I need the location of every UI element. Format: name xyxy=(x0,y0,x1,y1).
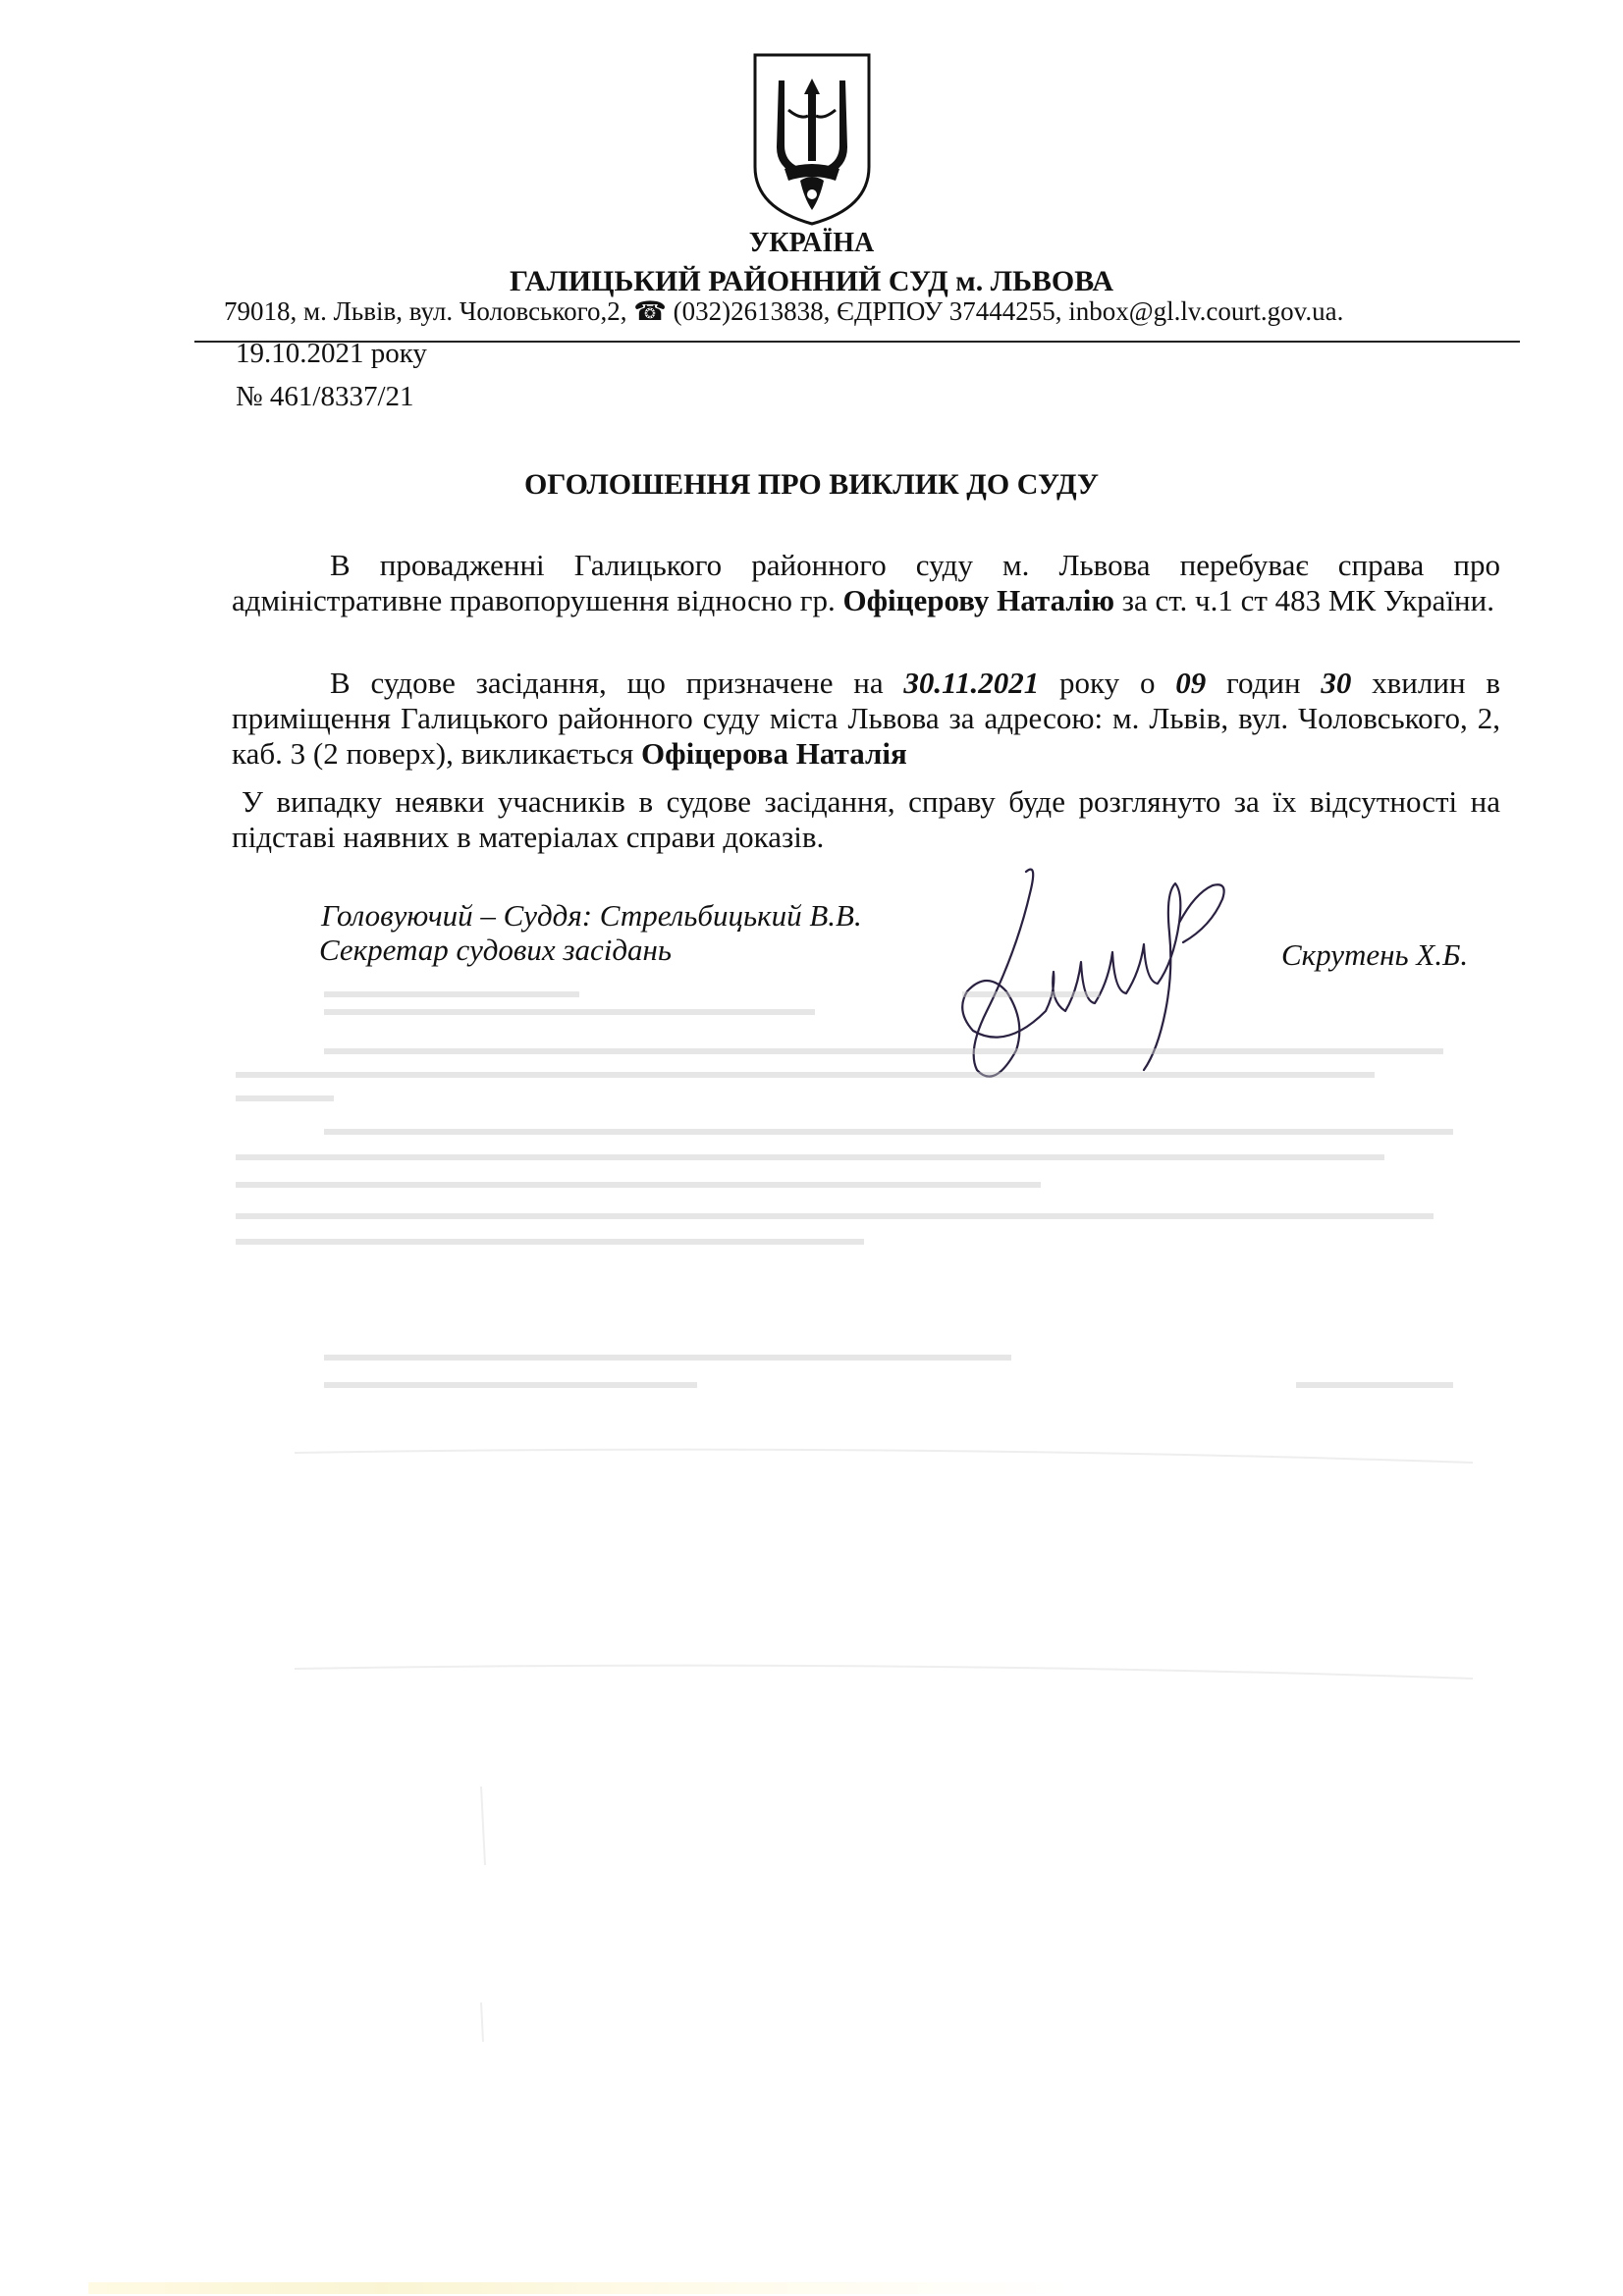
court-contacts: (032)2613838, ЄДРПОУ 37444255, inbox@gl.lv.court.gov.ua. xyxy=(666,296,1344,326)
paragraph-case-info xyxy=(232,548,1500,618)
court-contact-line xyxy=(224,296,1343,327)
paragraph-text: годин xyxy=(1206,666,1322,700)
hearing-hour: 09 xyxy=(1175,666,1207,700)
trident-coat-of-arms-icon xyxy=(749,51,875,228)
defendant-name: Офіцерову Наталію xyxy=(842,583,1115,617)
summoned-person-name: Офіцерова Наталія xyxy=(641,736,907,771)
document-title: ОГОЛОШЕННЯ ПРО ВИКЛИК ДО СУДУ xyxy=(523,468,1100,501)
paragraph-text: хвилин в приміщення Галицького районного суду міста Львова за адресою: м. Львів, вул. Чоловського, 2, каб. 3 (2 поверх), викликається xyxy=(232,666,1500,771)
paragraph-text: В судове засідання, що призначене на xyxy=(330,666,904,700)
paragraph-text: року о xyxy=(1039,666,1176,700)
telephone-icon: ☎ xyxy=(633,296,667,326)
scan-edge-artifact xyxy=(88,2282,1070,2294)
hearing-minute: 30 xyxy=(1321,666,1352,700)
paragraph-text: за ст. ч.1 ст 483 МК України. xyxy=(1114,583,1494,617)
secretary-title: Секретар судових засідань xyxy=(319,933,673,967)
paragraph-text: У випадку неявки учасників в судове засідання, справу буде розглянуто за їх відсутності на підставі наявних в матеріалах справи доказів. xyxy=(232,784,1500,854)
secretary-name: Скрутень Х.Б. xyxy=(1281,937,1469,972)
country-heading: УКРАЇНА xyxy=(748,228,875,258)
handwritten-signature xyxy=(947,854,1242,1095)
court-name-heading: ГАЛИЦЬКИЙ РАЙОННИЙ СУД м. ЛЬВОВА xyxy=(509,265,1114,297)
case-number: № 461/8337/21 xyxy=(236,381,414,412)
document-date: 19.10.2021 року xyxy=(236,338,427,369)
paragraph-hearing-info xyxy=(232,666,1500,772)
presiding-judge-line: Головуючий – Суддя: Стрельбицький В.В. xyxy=(321,898,862,933)
paragraph-text: В провадженні Галицького районного суду м. Львова перебуває справа про адміністративне правопорушення відносно гр. xyxy=(232,548,1500,617)
court-address: 79018, м. Львів, вул. Чоловського,2, xyxy=(224,296,627,326)
hearing-date: 30.11.2021 xyxy=(903,666,1040,700)
paragraph-absence-notice xyxy=(232,784,1500,855)
